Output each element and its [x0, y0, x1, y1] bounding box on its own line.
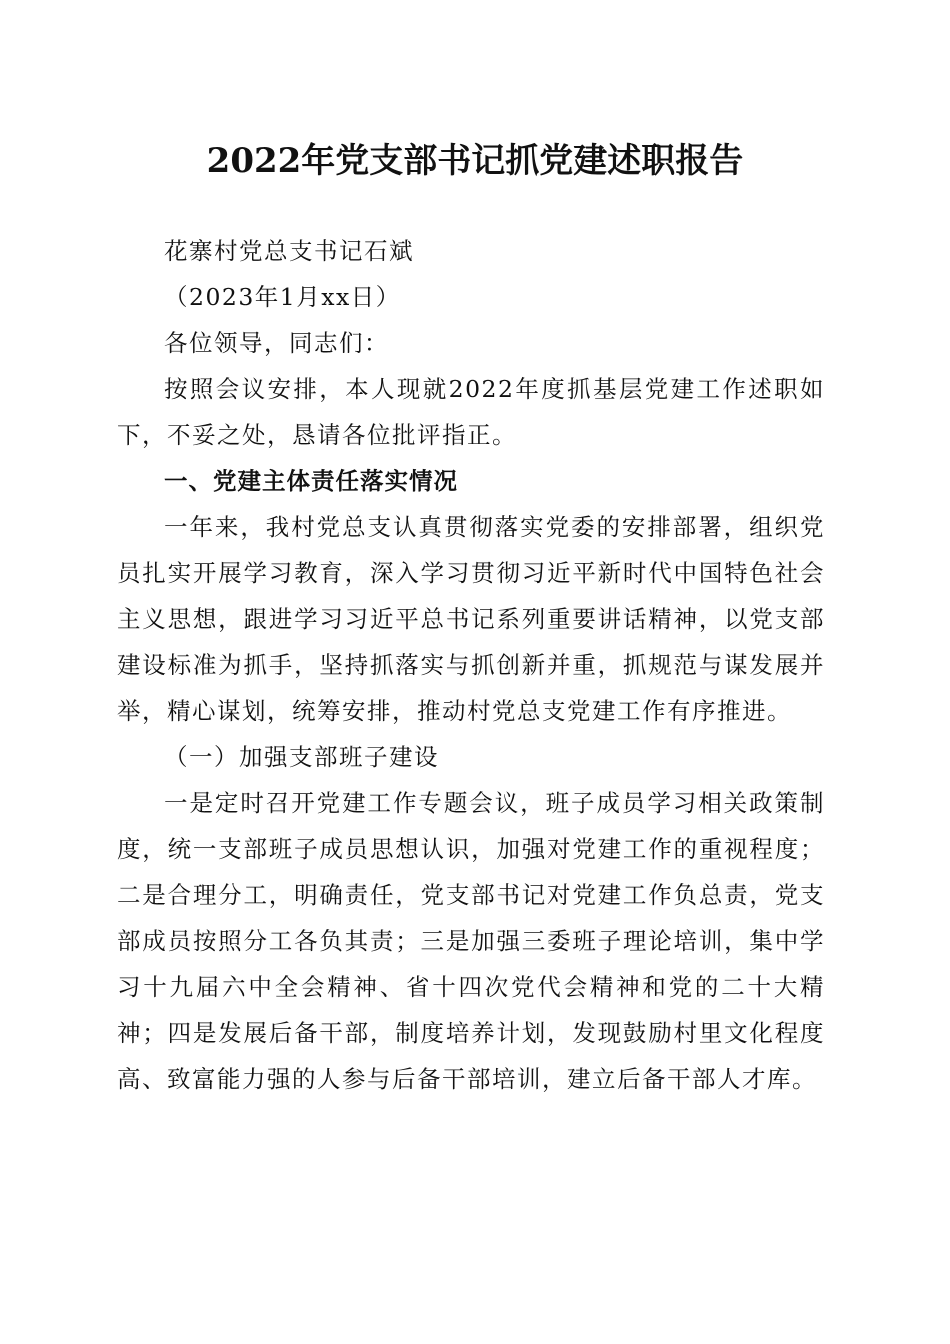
date-line: （2023年1月xx日）: [164, 283, 401, 311]
author-line: 花寨村党总支书记石斌: [164, 237, 414, 265]
salutation: 各位领导，同志们：: [164, 329, 389, 357]
document-title: 2022年党支部书记抓党建述职报告: [206, 141, 744, 181]
subsection-1-paragraph: 一是定时召开党建工作专题会议，班子成员学习相关政策制度，统一支部班子成员思想认识，加强对党建工作的重视程度；二是合理分工，明确责任，党支部书记对党建工作负总责，党支部成员按照分工各负其责；三是加强三委班子理论培训，集中学习十九届六中全会精神、省十四次党代会精神和党的二十大精神；四是发展后备干部，制度培养计划，发现鼓励村里文化程度高、致富能力强的人参与后备干部培训，建立后备干部人才库。: [117, 789, 825, 1093]
intro-paragraph: 按照会议安排，本人现就2022年度抓基层党建工作述职如下，不妥之处，恳请各位批评指正。: [117, 375, 825, 449]
document-body: [117, 228, 825, 1102]
subsection-heading-1: （一）加强支部班子建设: [164, 743, 439, 771]
section-heading-1: 一、党建主体责任落实情况: [164, 467, 458, 495]
section-1-paragraph: 一年来，我村党总支认真贯彻落实党委的安排部署，组织党员扎实开展学习教育，深入学习贯彻习近平新时代中国特色社会主义思想，跟进学习习近平总书记系列重要讲话精神，以党支部建设标准为抓手，坚持抓落实与抓创新并重，抓规范与谋发展并举，精心谋划，统筹安排，推动村党总支党建工作有序推进。: [117, 513, 825, 725]
